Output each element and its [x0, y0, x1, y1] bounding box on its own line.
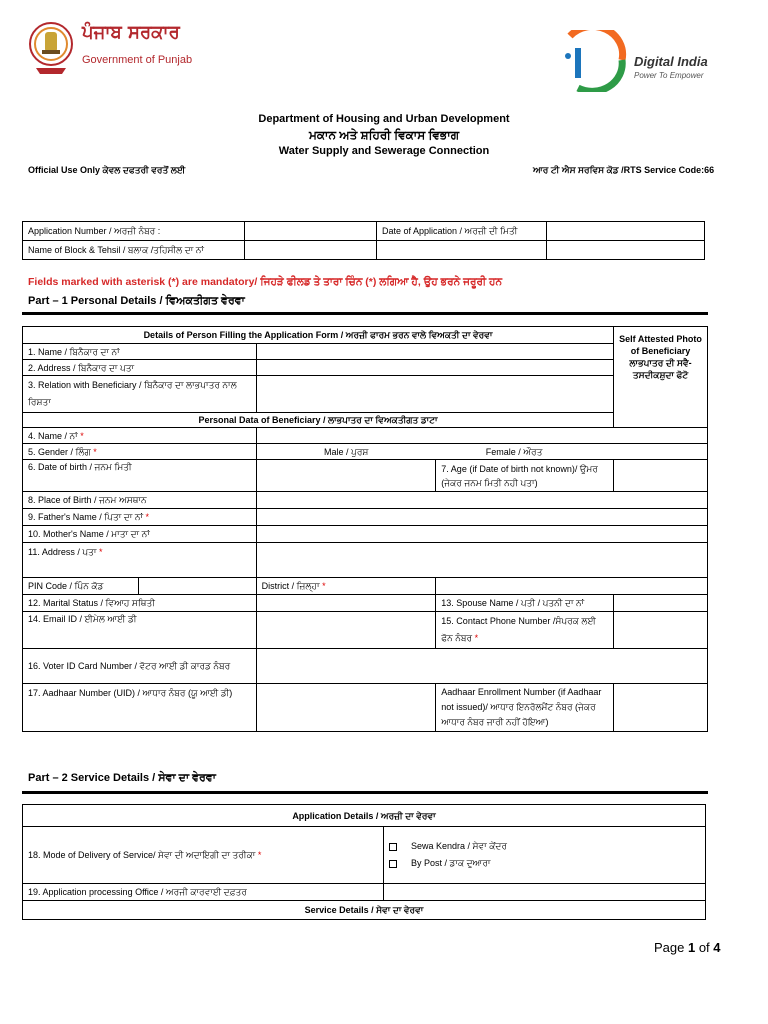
digital-india-title: Digital India — [634, 54, 708, 69]
form-title: Water Supply and Sewerage Connection — [278, 145, 490, 157]
date-of-application-label: Date of Application / ਅਰਜ਼ੀ ਦੀ ਮਿਤੀ — [377, 222, 547, 241]
gender-label: 5. Gender / ਲਿੰਗ * — [23, 444, 257, 460]
aadhaar-field[interactable] — [256, 684, 436, 732]
block-tehsil-field[interactable] — [245, 241, 377, 260]
personal-details-table — [22, 326, 708, 732]
digital-india-d-icon — [556, 30, 628, 92]
mother-name-field[interactable] — [256, 526, 707, 543]
applicant-name-label: 1. Name / ਬਿਨੈਕਾਰ ਦਾ ਨਾਂ — [23, 344, 257, 360]
department-title-en: Department of Housing and Urban Development — [258, 113, 510, 125]
part1-title: Part – 1 Personal Details / ਵਿਅਕਤੀਗਤ ਵੇਰਵਾ — [28, 295, 245, 307]
delivery-mode-label: 18. Mode of Delivery of Service/ ਸੇਵਾ ਦੀ ਅਦਾਇਗੀ ਦਾ ਤਰੀਕਾ * — [23, 827, 384, 884]
applicant-name-field[interactable] — [256, 344, 613, 360]
photo-label: Self Attested Photo of Beneficiary — [619, 334, 702, 356]
phone-label: 15. Contact Phone Number /ਸੰਪਰਕ ਲਈ ਫੋਨ ਨੰਬਰ * — [436, 612, 614, 649]
spouse-name-label: 13. Spouse Name / ਪਤੀ / ਪਤਨੀ ਦਾ ਨਾਂ — [436, 595, 614, 612]
by-post-checkbox[interactable] — [389, 860, 397, 868]
part2-divider — [22, 791, 708, 794]
gender-male-option[interactable]: Male / ਪੁਰਸ਼ — [256, 444, 436, 460]
dob-label: 6. Date of birth / ਜਨਮ ਮਿਤੀ — [23, 460, 257, 492]
marital-status-label: 12. Marital Status / ਵਿਆਹ ਸਥਿਤੀ — [23, 595, 257, 612]
punjab-subtitle: Government of Punjab — [82, 54, 193, 66]
voter-id-field[interactable] — [256, 649, 707, 684]
application-info-table — [22, 221, 705, 260]
pin-code-label: PIN Code / ਪਿੰਨ ਕੋਡ — [23, 578, 139, 595]
dob-field[interactable] — [256, 460, 436, 492]
relation-field[interactable] — [256, 376, 613, 413]
service-details-header: Service Details / ਸੇਵਾ ਦਾ ਵੇਰਵਾ — [23, 901, 706, 920]
photo-label-pa: ਲਾਭਪਾਤਰ ਦੀ ਸਵੈ-ਤਸਦੀਕਸ਼ੁਦਾ ਫੋਟੋ — [629, 358, 692, 380]
application-details-header: Application Details / ਅਰਜ਼ੀ ਦਾ ਵੇਰਵਾ — [23, 805, 706, 827]
date-of-application-field[interactable] — [547, 222, 705, 241]
email-field[interactable] — [256, 612, 436, 649]
official-use-label: Official Use Only ਕੇਵਲ ਦਫਤਰੀ ਵਰਤੋਂ ਲਈ — [28, 165, 186, 175]
age-label: 7. Age (if Date of birth not known)/ ਉਮਰ (ਜੇਕਰ ਜਨਮ ਮਿਤੀ ਨਹੀ ਪਤਾ) — [436, 460, 614, 492]
part1-divider — [22, 312, 708, 315]
aadhaar-label: 17. Aadhaar Number (UID) / ਆਧਾਰ ਨੰਬਰ (ਯੂ ਆਈ ਡੀ) — [23, 684, 257, 732]
enrollment-field[interactable] — [614, 684, 708, 732]
place-of-birth-field[interactable] — [256, 492, 707, 509]
punjab-logo — [28, 20, 328, 80]
rts-service-code: ਆਰ ਟੀ ਐਸ ਸਰਵਿਸ ਕੋਡ /RTS Service Code:66 — [533, 165, 715, 175]
mandatory-note: Fields marked with asterisk (*) are mandatory/ ਜਿਹੜੇ ਫੀਲਡ ਤੇ ਤਾਰਾ ਚਿੰਨ (*) ਲਗਿਆ ਹੈ, ਉਹ ਭਰਨੇ ਜਰੂਰੀ ਹਨ — [28, 276, 503, 288]
punjab-title: ਪੰਜਾਬ ਸਰਕਾਰ — [82, 22, 180, 43]
photo-box[interactable] — [614, 327, 708, 428]
personal-data-header: Personal Data of Beneficiary / ਲਾਭਪਾਤਰ ਦਾ ਵਿਅਕਤੀਗਤ ਡਾਟਾ — [23, 413, 614, 428]
filler-details-header: Details of Person Filling the Application Form / ਅਰਜ਼ੀ ਫਾਰਮ ਭਰਨ ਵਾਲੇ ਵਿਅਕਤੀ ਦਾ ਵੇਰਵਾ — [23, 327, 614, 344]
mother-name-label: 10. Mother's Name / ਮਾਤਾ ਦਾ ਨਾਂ — [23, 526, 257, 543]
spouse-name-field[interactable] — [614, 595, 708, 612]
processing-office-label: 19. Application processing Office / ਅਰਜੀ ਕਾਰਵਾਈ ਦਫ਼ਤਰ — [23, 884, 384, 901]
page-number: Page 1 of 4 — [654, 940, 721, 955]
relation-label: 3. Relation with Beneficiary / ਬਿਨੈਕਾਰ ਦਾ ਲਾਭਪਾਤਰ ਨਾਲ ਰਿਸ਼ਤਾ — [23, 376, 257, 413]
delivery-mode-options — [384, 827, 706, 884]
marital-status-field[interactable] — [256, 595, 436, 612]
processing-office-field[interactable] — [384, 884, 706, 901]
sewa-kendra-checkbox[interactable] — [389, 843, 397, 851]
sewa-kendra-option[interactable]: Sewa Kendra / ਸੇਵਾ ਕੇਂਦਰ — [389, 838, 700, 855]
place-of-birth-label: 8. Place of Birth / ਜਨਮ ਅਸਥਾਨ — [23, 492, 257, 509]
digital-india-tagline: Power To Empower — [634, 71, 704, 80]
application-number-label: Application Number / ਅਰਜ਼ੀ ਨੰਬਰ : — [23, 222, 245, 241]
voter-id-label: 16. Voter ID Card Number / ਵੋਟਰ ਆਈ ਡੀ ਕਾਰਡ ਨੰਬਰ — [23, 649, 257, 684]
beneficiary-name-field[interactable] — [256, 428, 707, 444]
applicant-address-field[interactable] — [256, 360, 613, 376]
block-tehsil-label: Name of Block & Tehsil / ਬਲਾਕ /ਤਹਿਸੀਲ ਦਾ ਨਾਂ — [23, 241, 245, 260]
digital-india-logo — [556, 30, 746, 92]
pin-code-field[interactable] — [138, 578, 256, 595]
email-label: 14. Email ID / ਈਮੇਲ ਆਈ ਡੀ — [23, 612, 257, 649]
beneficiary-name-label: 4. Name / ਨਾਂ * — [23, 428, 257, 444]
father-name-field[interactable] — [256, 509, 707, 526]
enrollment-label: Aadhaar Enrollment Number (if Aadhaar not issued)/ ਆਧਾਰ ਇਨਰੋਲਮੈਂਟ ਨੰਬਰ (ਜੇਕਰ ਆਧਾਰ ਨੰਬਰ ਜਾਰੀ ਨਹੀਂ ਹੋਇਆ) — [436, 684, 614, 732]
district-label: District / ਜ਼ਿਲ੍ਹਾ * — [256, 578, 436, 595]
father-name-label: 9. Father's Name / ਪਿਤਾ ਦਾ ਨਾਂ * — [23, 509, 257, 526]
block-tehsil-field-2[interactable] — [377, 241, 547, 260]
beneficiary-address-label: 11. Address / ਪਤਾ * — [23, 543, 257, 578]
part2-title: Part – 2 Service Details / ਸੇਵਾ ਦਾ ਵੇਰਵਾ — [28, 772, 216, 784]
beneficiary-address-field[interactable] — [256, 543, 707, 578]
application-number-field[interactable] — [245, 222, 377, 241]
applicant-address-label: 2. Address / ਬਿਨੈਕਾਰ ਦਾ ਪਤਾ — [23, 360, 257, 376]
state-emblem-icon — [28, 20, 74, 76]
by-post-option[interactable]: By Post / ਡਾਕ ਦੁਆਰਾ — [389, 855, 700, 872]
gender-female-option[interactable]: Female / ਔਰਤ — [436, 444, 708, 460]
phone-field[interactable] — [614, 612, 708, 649]
district-field[interactable] — [436, 578, 708, 595]
age-field[interactable] — [614, 460, 708, 492]
department-title-pa: ਮਕਾਨ ਅਤੇ ਸ਼ਹਿਰੀ ਵਿਕਾਸ ਵਿਭਾਗ — [308, 128, 460, 142]
block-tehsil-field-3[interactable] — [547, 241, 705, 260]
service-details-table — [22, 804, 706, 920]
